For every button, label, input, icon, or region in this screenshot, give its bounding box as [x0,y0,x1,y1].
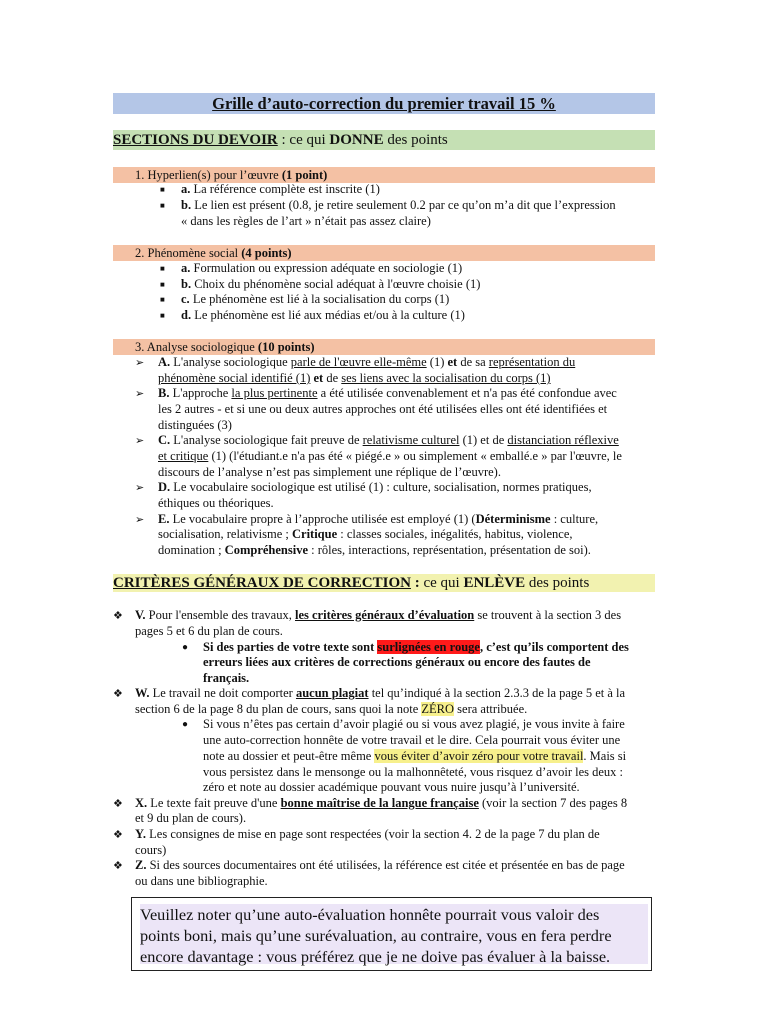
sections-header-text1: : ce qui [277,132,330,148]
s1-a-text: La référence complète est inscrite (1) [190,182,380,196]
section-2-title: 2. Phénomène social [135,246,242,260]
diamond-bullet-icon: ❖ [113,860,123,872]
diamond-bullet-icon: ❖ [113,829,123,841]
s3-E-t1: Le vocabulaire propre à l’approche utilisée est employé (1) ( [169,512,476,526]
criterion-W-sub-line1: Si vous n’êtes pas certain d’avoir plagié ou si vous avez plagié, je vous invite à faire [203,717,625,731]
note-box [131,897,652,971]
criteria-header [113,574,655,592]
s1-b-key: b. [181,198,192,212]
section-3-points: (10 points) [257,340,315,354]
s3-item-D-line2: éthiques ou théoriques. [158,496,274,510]
note-line-2: points boni, mais qu’une surévaluation, au contraire, vous en fera perdre [140,926,612,945]
criterion-V [135,608,621,624]
criteria-header-text1: ce qui [419,575,464,591]
W-sub-l3-highlight: vous éviter d’avoir zéro pour votre travail [374,749,584,763]
square-bullet-icon: ■ [160,201,165,210]
s3-item-E-line2 [158,527,573,543]
s3-A-t1: L'analyse sociologique [170,355,291,369]
s3-item-D [158,480,592,496]
criterion-W-sub-line3 [203,749,626,765]
s3-item-C [158,433,619,449]
s3-item-B [158,386,617,402]
W-u1: aucun plagiat [295,686,369,700]
criteria-header-bold: ENLÈVE [463,575,526,591]
Z-key: Z. [135,858,147,872]
section-1-points: (1 point) [281,168,328,182]
note-box-background [140,904,648,964]
s3-item-B-line2: les 2 autres - et si une ou deux autres approches ont été utilisées elles ont été identifiées et [158,402,608,416]
Y-t1: Les consignes de mise en page sont respectées (voir la section 4. 2 de la page 7 du plan de [146,827,600,841]
s3-E-b2: Critique [292,527,338,541]
s2-b-key: b. [181,277,192,291]
criterion-Y-line2: cours) [135,843,167,857]
V-sub-l3: français. [203,671,250,685]
s2-item-c [181,292,449,308]
s3-B-key: B. [158,386,170,400]
criterion-W-sub-line4: vous persistez dans le mensonge ou la malhonnêteté, vous risquez d’avoir les deux : [203,765,624,779]
criterion-W-line2 [135,702,527,718]
s2-a-text: Formulation ou expression adéquate en sociologie (1) [190,261,463,275]
square-bullet-icon: ■ [160,185,165,194]
square-bullet-icon: ■ [160,311,165,320]
s3-B-t2: a été utilisée convenablement et n'a pas été confondue avec [317,386,617,400]
s3-A-t2: (1) [426,355,448,369]
s3-E-l2b: : classes sociales, inégalités, habitus, violence, [337,527,573,541]
criterion-W-sub-line2: une auto-correction honnête de votre travail et le dire. Cela pourrait vous éviter une [203,733,621,747]
V-sub-l2: erreurs liées aux critères de corrections généraux ou encore des fautes de [203,655,591,669]
arrow-bullet-icon: ➢ [135,357,145,369]
criteria-header-colon: : [410,575,420,591]
V-t2: se trouvent à la section 3 des [474,608,622,622]
s3-C-key: C. [158,433,171,447]
s1-item-b [181,198,616,214]
dot-bullet-icon: ● [182,642,189,653]
W-l2a: section 6 de la page 8 du plan de cours, sans quoi la note [135,702,422,716]
W-t1: Le travail ne doit comporter [149,686,296,700]
s1-item-a [181,182,380,198]
section-1-header [113,167,655,183]
criterion-V-sub [203,640,629,656]
s3-A-b1: et [447,355,458,369]
sections-header-bold: DONNE [329,132,384,148]
V-t1: Pour l'ensemble des travaux, [145,608,295,622]
s3-E-l3a: domination ; [158,543,225,557]
s3-D-key: D. [158,480,171,494]
V-key: V. [135,608,146,622]
sections-header-label: SECTIONS DU DEVOIR [113,132,278,148]
W-key: W. [135,686,150,700]
arrow-bullet-icon: ➢ [135,514,145,526]
s2-b-text: Choix du phénomène social adéquat à l'œuvre choisie (1) [191,277,481,291]
s3-A-key: A. [158,355,171,369]
s3-E-b3: Compréhensive [224,543,308,557]
dot-bullet-icon: ● [182,719,189,730]
s3-E-b1: Déterminisme [475,512,551,526]
s3-item-A-line2 [158,371,551,387]
sections-header [113,130,655,150]
s1-b-text1: Le lien est présent (0.8, je retire seulement 0.2 par ce qu’on m’a dit que l’expression [191,198,616,212]
s2-item-b [181,277,480,293]
X-key: X. [135,796,148,810]
s2-item-a [181,261,462,277]
s3-B-t1: L'approche [169,386,232,400]
arrow-bullet-icon: ➢ [135,388,145,400]
criterion-W-sub-line5: zéro et note au dossier académique pouvant vous nuire jusqu’à l’université. [203,780,580,794]
arrow-bullet-icon: ➢ [135,482,145,494]
criterion-Z-line2: ou dans une bibliographie. [135,874,268,888]
s2-d-key: d. [181,308,192,322]
s3-item-A [158,355,575,371]
section-2-header [113,245,655,261]
square-bullet-icon: ■ [160,295,165,304]
s2-c-key: c. [181,292,190,306]
diamond-bullet-icon: ❖ [113,798,123,810]
criteria-header-text2: des points [525,575,590,591]
s3-B-u1: la plus pertinente [231,386,318,400]
Z-t1: Si des sources documentaires ont été utilisées, la référence est citée et présentée en bas de page [146,858,625,872]
s3-E-t2: : culture, [550,512,599,526]
diamond-bullet-icon: ❖ [113,610,123,622]
square-bullet-icon: ■ [160,280,165,289]
criterion-V-sub-line2 [203,655,591,671]
s2-c-text: Le phénomène est lié à la socialisation du corps (1) [189,292,450,306]
section-3-title: 3. Analyse sociologique [135,340,258,354]
s3-C-t1: L'analyse sociologique fait preuve de [170,433,363,447]
criterion-X-line2: et 9 du plan de cours). [135,811,247,825]
s3-A-b2: et [313,371,324,385]
s3-C-u2a: distanciation réflexive [507,433,619,447]
s1-item-b-line2: « dans les règles de l’art » n’était pas assez claire) [181,214,431,228]
s3-E-l3b: : rôles, interactions, représentation, présentation de soi). [308,543,591,557]
arrow-bullet-icon: ➢ [135,435,145,447]
s3-item-C-line2 [158,449,622,465]
X-u1: bonne maîtrise de la langue française [280,796,479,810]
document-title: Grille d’auto-correction du premier travail 15 % [113,93,655,114]
V-sub-b2: , c’est qu’ils comportent des [479,640,629,654]
s3-C-t3: (1) (l'étudiant.e n'a pas été « piégé.e » ou simplement « emballé.e » par l'œuvre, le [208,449,622,463]
s3-A-u3: ses liens avec la socialisation du corps (1) [341,371,551,385]
s3-A-t3: de sa [457,355,489,369]
s3-C-u1: relativisme culturel [362,433,460,447]
s2-a-key: a. [181,261,191,275]
criterion-Z [135,858,625,874]
diamond-bullet-icon: ❖ [113,688,123,700]
s3-item-E [158,512,598,528]
criterion-Y [135,827,600,843]
square-bullet-icon: ■ [160,264,165,273]
Y-key: Y. [135,827,147,841]
s3-C-t2: (1) et de [459,433,508,447]
s3-item-E-line3 [158,543,591,559]
W-sub-l3a: note au dossier et peut-être même [203,749,375,763]
criterion-V-line2: pages 5 et 6 du plan de cours. [135,624,283,638]
s3-C-u2b: et critique [158,449,209,463]
section-3-header [113,339,655,355]
W-sub-l3b: . Mais si [583,749,627,763]
X-t1: Le texte fait preuve d'une [147,796,281,810]
s3-A-u2a: représentation du [488,355,576,369]
W-t2: tel qu’indiqué à la section 2.3.3 de la page 5 et à la [368,686,626,700]
s3-E-key: E. [158,512,170,526]
V-u1: les critères généraux d’évaluation [295,608,475,622]
sections-header-text2: des points [383,132,448,148]
criterion-V-sub-line3 [203,671,249,687]
W-l2-highlight: ZÉRO [421,702,455,716]
s3-D-t1: Le vocabulaire sociologique est utilisé (1) : culture, socialisation, normes pratiques, [170,480,592,494]
s3-E-l2a: socialisation, relativisme ; [158,527,292,541]
s3-item-C-line3: discours de l’analyse n’est pas simplement une réplique de l’œuvre). [158,465,501,479]
s3-item-B-line3: distinguées (3) [158,418,232,432]
s3-A-u2b: phénomène social identifié (1) [158,371,311,385]
s3-A-u1: parle de l'œuvre elle-même [290,355,427,369]
criterion-W [135,686,625,702]
note-line-1: Veuillez noter qu’une auto-évaluation honnête pourrait vous valoir des [140,905,600,924]
criteria-header-label: CRITÈRES GÉNÉRAUX DE CORRECTION [113,575,411,591]
V-sub-highlight: surlignées en rouge [377,640,480,654]
s2-item-d [181,308,465,324]
s3-A-t5: de [323,371,342,385]
note-line-3: encore davantage : vous préférez que je ne doive pas évaluer à la baisse. [140,947,611,966]
W-l2b: sera attribuée. [454,702,528,716]
s1-a-key: a. [181,182,191,196]
criterion-X [135,796,627,812]
V-sub-b1: Si des parties de votre texte sont [203,640,378,654]
section-2-points: (4 points) [241,246,292,260]
X-t2: (voir la section 7 des pages 8 [478,796,628,810]
section-1-title: 1. Hyperlien(s) pour l’œuvre [135,168,282,182]
s2-d-text: Le phénomène est lié aux médias et/ou à la culture (1) [191,308,465,322]
